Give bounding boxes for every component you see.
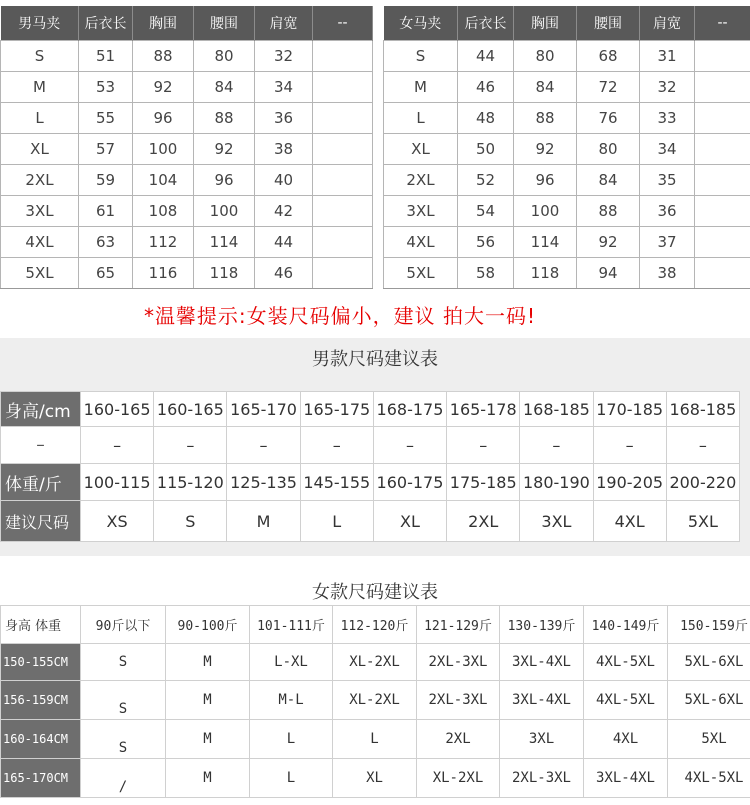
women-size-cell: 2XL-3XL [500, 759, 584, 798]
men-dash-cell: – [81, 427, 154, 464]
measure-cell [695, 258, 750, 289]
measure-cell [695, 103, 750, 134]
size-cell: 4XL [384, 227, 458, 258]
size-cell: 3XL [384, 196, 458, 227]
men-vest-header-cell: 腰围 [194, 6, 255, 41]
men-weight-row [1, 464, 740, 501]
women-height-label: 156-159CM [1, 681, 81, 720]
women-vest-size-table [383, 6, 750, 289]
men-dash-cell: – [593, 427, 666, 464]
men-weight-label: 体重/斤 [1, 464, 81, 501]
measure-cell: 84 [577, 165, 640, 196]
measure-cell: 68 [577, 41, 640, 72]
table-row [1, 165, 373, 196]
measure-cell: 116 [133, 258, 194, 289]
men-height-row [1, 392, 740, 427]
measure-cell: 76 [577, 103, 640, 134]
women-recommend-title: 女款尺码建议表 [312, 582, 438, 603]
women-size-cell: M [166, 759, 250, 798]
measure-cell: 88 [577, 196, 640, 227]
men-size-cell: 4XL [593, 501, 666, 542]
measure-cell: 36 [255, 103, 313, 134]
size-cell: L [384, 103, 458, 134]
measure-cell: 48 [458, 103, 514, 134]
measure-cell: 53 [79, 72, 133, 103]
men-vest-size-table [0, 6, 373, 289]
measure-cell: 55 [79, 103, 133, 134]
men-weight-cell: 175-185 [447, 464, 520, 501]
women-size-cell: L [250, 759, 333, 798]
women-weight-header: 150-159斤 [668, 606, 750, 644]
men-dash-cell: – [154, 427, 227, 464]
measure-cell: 118 [514, 258, 577, 289]
measure-cell: 72 [577, 72, 640, 103]
women-size-cell: 5XL-6XL [668, 644, 750, 681]
men-size-cell: 3XL [520, 501, 593, 542]
women-vest-header-row [384, 6, 750, 41]
women-size-cell: 4XL-5XL [584, 644, 668, 681]
men-size-row [1, 501, 740, 542]
men-height-cell: 160-165 [81, 392, 154, 427]
measure-cell: 100 [514, 196, 577, 227]
table-row [384, 227, 750, 258]
table-row [1, 103, 373, 134]
measure-cell: 92 [133, 72, 194, 103]
men-weight-cell: 145-155 [300, 464, 373, 501]
table-row [1, 227, 373, 258]
measure-cell: 44 [255, 227, 313, 258]
women-size-cell: 2XL [417, 720, 500, 759]
size-cell: 2XL [1, 165, 79, 196]
women-size-cell: 3XL-4XL [584, 759, 668, 798]
women-weight-header: 121-129斤 [417, 606, 500, 644]
women-weight-header: 112-120斤 [333, 606, 417, 644]
table-row [1, 134, 373, 165]
women-size-cell: 3XL-4XL [500, 681, 584, 720]
women-recommend-table [0, 605, 750, 798]
men-dash-cell: – [666, 427, 739, 464]
measure-cell: 46 [255, 258, 313, 289]
measure-cell: 57 [79, 134, 133, 165]
women-size-cell: 4XL-5XL [584, 681, 668, 720]
men-dash-cell: – [447, 427, 520, 464]
measure-cell: 108 [133, 196, 194, 227]
men-dash-label: – [1, 427, 81, 464]
measure-cell: 88 [194, 103, 255, 134]
measure-cell: 52 [458, 165, 514, 196]
men-weight-cell: 200-220 [666, 464, 739, 501]
size-cell: S [384, 41, 458, 72]
men-height-label: 身高/cm [1, 392, 81, 427]
women-size-cell: / [81, 759, 166, 798]
men-height-cell: 165-170 [227, 392, 300, 427]
measure-cell: 46 [458, 72, 514, 103]
measure-cell: 96 [194, 165, 255, 196]
women-size-cell: 5XL-6XL [668, 681, 750, 720]
measure-cell: 34 [255, 72, 313, 103]
measure-cell: 65 [79, 258, 133, 289]
measure-cell [695, 72, 750, 103]
men-dash-cell: – [520, 427, 593, 464]
women-size-cell: 2XL-3XL [417, 644, 500, 681]
measure-cell: 112 [133, 227, 194, 258]
women-vest-header-cell: 肩宽 [640, 6, 695, 41]
measure-cell: 51 [79, 41, 133, 72]
table-row [384, 72, 750, 103]
men-size-cell: L [300, 501, 373, 542]
measure-cell: 88 [514, 103, 577, 134]
women-size-cell: M [166, 681, 250, 720]
women-vest-header-cell: 腰围 [577, 6, 640, 41]
measure-cell: 35 [640, 165, 695, 196]
women-size-cell: 3XL-4XL [500, 644, 584, 681]
women-size-cell: M [166, 720, 250, 759]
size-tip: *温馨提示:女装尺码偏小，建议 拍大一码! [143, 304, 537, 328]
measure-cell: 61 [79, 196, 133, 227]
table-row [1, 196, 373, 227]
women-size-cell: 5XL [668, 720, 750, 759]
women-vest-header-cell: -- [695, 6, 750, 41]
measure-cell [313, 72, 373, 103]
measure-cell: 84 [194, 72, 255, 103]
men-weight-cell: 100-115 [81, 464, 154, 501]
women-weight-header: 90-100斤 [166, 606, 250, 644]
measure-cell: 31 [640, 41, 695, 72]
women-vest-header-cell: 女马夹 [384, 6, 458, 41]
measure-cell: 36 [640, 196, 695, 227]
women-height-label: 165-170CM [1, 759, 81, 798]
size-cell: L [1, 103, 79, 134]
measure-cell [313, 134, 373, 165]
women-height-label: 150-155CM [1, 644, 81, 681]
measure-cell: 56 [458, 227, 514, 258]
measure-cell: 84 [514, 72, 577, 103]
men-size-label: 建议尺码 [1, 501, 81, 542]
measure-cell [313, 165, 373, 196]
women-size-cell: S [81, 681, 166, 720]
men-height-cell: 168-185 [520, 392, 593, 427]
measure-cell: 37 [640, 227, 695, 258]
measure-cell: 80 [194, 41, 255, 72]
men-weight-cell: 115-120 [154, 464, 227, 501]
women-size-cell: XL-2XL [333, 644, 417, 681]
men-vest-header-cell: -- [313, 6, 373, 41]
measure-cell [695, 41, 750, 72]
measure-cell: 38 [255, 134, 313, 165]
men-height-cell: 165-178 [447, 392, 520, 427]
women-size-cell: S [81, 644, 166, 681]
size-cell: 3XL [1, 196, 79, 227]
measure-cell [695, 165, 750, 196]
women-corner-label: 身高 体重 [1, 606, 81, 644]
women-vest-header-cell: 后衣长 [458, 6, 514, 41]
measure-cell: 92 [577, 227, 640, 258]
measure-cell: 58 [458, 258, 514, 289]
size-cell: 5XL [1, 258, 79, 289]
measure-cell: 114 [194, 227, 255, 258]
women-size-cell: 4XL-5XL [668, 759, 750, 798]
table-row [384, 103, 750, 134]
women-size-cell: L [333, 720, 417, 759]
men-size-cell: 5XL [666, 501, 739, 542]
men-height-cell: 168-185 [666, 392, 739, 427]
men-size-cell: S [154, 501, 227, 542]
size-cell: 2XL [384, 165, 458, 196]
measure-cell: 80 [514, 41, 577, 72]
women-height-label: 160-164CM [1, 720, 81, 759]
women-weight-header: 140-149斤 [584, 606, 668, 644]
measure-cell: 33 [640, 103, 695, 134]
measure-cell: 40 [255, 165, 313, 196]
men-dash-cell: – [373, 427, 446, 464]
measure-cell: 94 [577, 258, 640, 289]
measure-cell [695, 134, 750, 165]
table-row [1, 72, 373, 103]
women-size-cell: XL-2XL [417, 759, 500, 798]
size-cell: M [1, 72, 79, 103]
table-row [384, 134, 750, 165]
measure-cell [313, 103, 373, 134]
measure-cell: 96 [133, 103, 194, 134]
men-height-cell: 165-175 [300, 392, 373, 427]
measure-cell: 80 [577, 134, 640, 165]
measure-cell: 88 [133, 41, 194, 72]
measure-cell: 92 [194, 134, 255, 165]
measure-cell: 42 [255, 196, 313, 227]
size-cell: 4XL [1, 227, 79, 258]
men-height-cell: 160-165 [154, 392, 227, 427]
table-row [1, 681, 750, 720]
measure-cell: 59 [79, 165, 133, 196]
men-size-cell: XS [81, 501, 154, 542]
men-vest-header-row [1, 6, 373, 41]
measure-cell: 114 [514, 227, 577, 258]
table-row [1, 644, 750, 681]
measure-cell: 100 [194, 196, 255, 227]
table-row [1, 720, 750, 759]
size-cell: M [384, 72, 458, 103]
measure-cell: 38 [640, 258, 695, 289]
women-size-cell: S [81, 720, 166, 759]
measure-cell: 54 [458, 196, 514, 227]
women-size-cell: XL [333, 759, 417, 798]
men-recommend-table [0, 391, 740, 542]
measure-cell: 100 [133, 134, 194, 165]
men-weight-cell: 160-175 [373, 464, 446, 501]
men-size-cell: M [227, 501, 300, 542]
measure-cell [313, 41, 373, 72]
men-weight-cell: 125-135 [227, 464, 300, 501]
men-vest-header-cell: 男马夹 [1, 6, 79, 41]
men-vest-header-cell: 胸围 [133, 6, 194, 41]
measure-cell: 50 [458, 134, 514, 165]
men-height-cell: 168-175 [373, 392, 446, 427]
men-dash-cell: – [227, 427, 300, 464]
women-weight-header: 101-111斤 [250, 606, 333, 644]
women-size-cell: 2XL-3XL [417, 681, 500, 720]
table-row [1, 258, 373, 289]
measure-cell: 104 [133, 165, 194, 196]
measure-cell: 96 [514, 165, 577, 196]
men-dash-row [1, 427, 740, 464]
size-cell: S [1, 41, 79, 72]
measure-cell: 32 [255, 41, 313, 72]
size-cell: XL [384, 134, 458, 165]
women-header-row [1, 606, 750, 644]
size-cell: XL [1, 134, 79, 165]
measure-cell [695, 196, 750, 227]
men-weight-cell: 190-205 [593, 464, 666, 501]
men-weight-cell: 180-190 [520, 464, 593, 501]
size-cell: 5XL [384, 258, 458, 289]
measure-cell: 118 [194, 258, 255, 289]
men-size-cell: 2XL [447, 501, 520, 542]
measure-cell [313, 258, 373, 289]
women-size-cell: M [166, 644, 250, 681]
measure-cell [313, 227, 373, 258]
women-size-cell: L-XL [250, 644, 333, 681]
men-size-cell: XL [373, 501, 446, 542]
measure-cell: 92 [514, 134, 577, 165]
women-size-cell: 3XL [500, 720, 584, 759]
men-dash-cell: – [300, 427, 373, 464]
men-recommend-title: 男款尺码建议表 [312, 349, 438, 370]
measure-cell: 63 [79, 227, 133, 258]
table-row [384, 41, 750, 72]
women-size-cell: XL-2XL [333, 681, 417, 720]
men-vest-header-cell: 肩宽 [255, 6, 313, 41]
men-height-cell: 170-185 [593, 392, 666, 427]
women-vest-header-cell: 胸围 [514, 6, 577, 41]
women-size-cell: 4XL [584, 720, 668, 759]
table-row [384, 165, 750, 196]
measure-cell [695, 227, 750, 258]
women-weight-header: 130-139斤 [500, 606, 584, 644]
measure-cell: 44 [458, 41, 514, 72]
table-row [1, 41, 373, 72]
women-size-cell: M-L [250, 681, 333, 720]
women-size-cell: L [250, 720, 333, 759]
women-weight-header: 90斤以下 [81, 606, 166, 644]
measure-cell: 34 [640, 134, 695, 165]
men-vest-header-cell: 后衣长 [79, 6, 133, 41]
measure-cell [313, 196, 373, 227]
measure-cell: 32 [640, 72, 695, 103]
table-row [384, 196, 750, 227]
table-row [384, 258, 750, 289]
table-row [1, 759, 750, 798]
